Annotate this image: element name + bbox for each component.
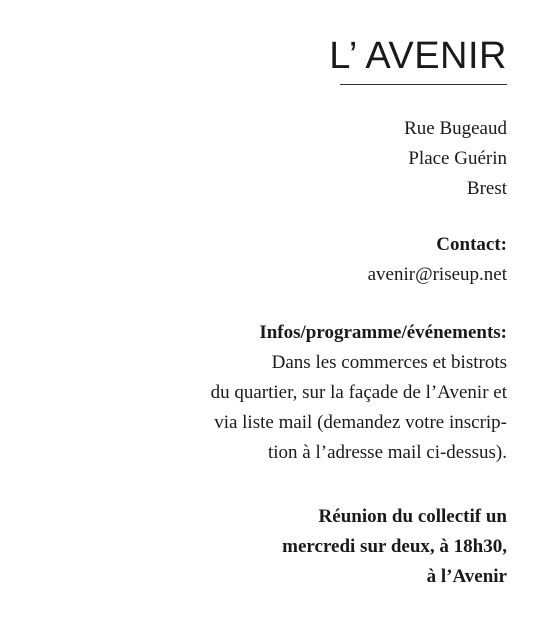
meeting-line: Réunion du collectif un: [318, 506, 507, 527]
infos-block: [211, 318, 507, 468]
contact-block: [368, 230, 507, 290]
address-city: Brest: [466, 178, 507, 199]
contact-email: avenir@riseup.net: [367, 264, 507, 285]
infos-heading: Infos/programme/événements:: [259, 322, 507, 343]
meeting-block: [282, 502, 507, 592]
infos-line: tion à l’adresse mail ci-dessus).: [267, 442, 507, 463]
meeting-line: à l’Avenir: [426, 566, 507, 587]
infos-line: du quartier, sur la façade de l’Avenir et: [210, 382, 507, 403]
address-block: [404, 114, 507, 204]
meeting-line: mercredi sur deux, à 18h30,: [282, 536, 507, 557]
title-underline: [340, 84, 507, 85]
infos-line: Dans les commerces et bistrots: [271, 352, 507, 373]
contact-heading: Contact:: [436, 234, 507, 255]
infos-line: via liste mail (demandez votre inscrip-: [214, 412, 507, 433]
address-place: Place Guérin: [408, 148, 507, 169]
page-title: L’ AVENIR: [329, 35, 507, 77]
address-street: Rue Bugeaud: [404, 118, 507, 139]
